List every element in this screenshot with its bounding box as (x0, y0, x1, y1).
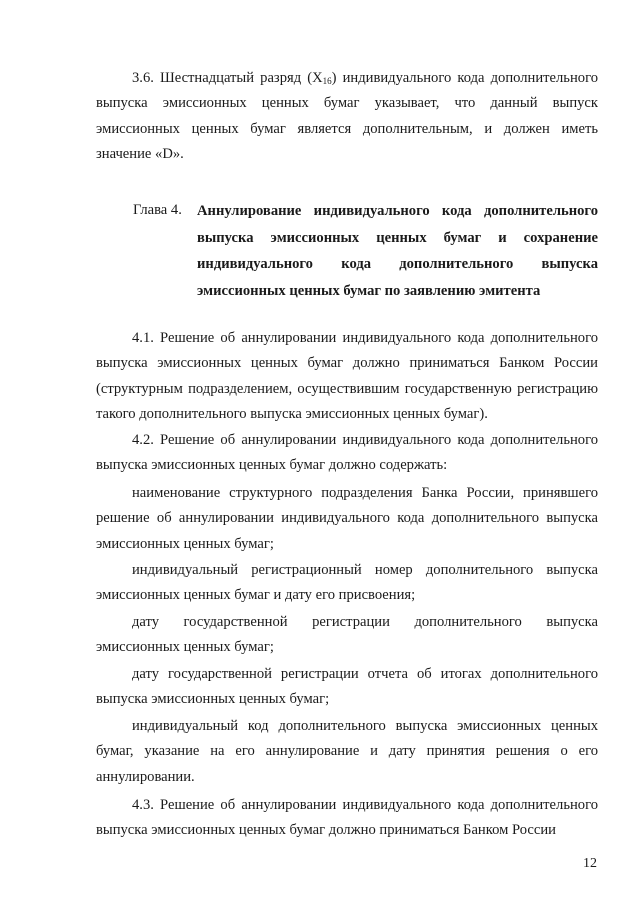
paragraph-4-3: 4.3. Решение об аннулировании индивидуального кода дополнительного выпуска эмиссионных ценных бумаг должно приниматься Банком России (96, 797, 598, 839)
list-item: дату государственной регистрации отчета об итогах дополнительного выпуска эмиссионных ценных бумаг; (96, 666, 598, 708)
paragraph-3-6-text-end: ) индивидуального кода дополнительного выпуска эмиссионных ценных бумаг указывает, что данный выпуск эмиссионных ценных бумаг является дополнительным, и должен иметь значение «D». (96, 70, 598, 162)
paragraph-4-1: 4.1. Решение об аннулировании индивидуального кода дополнительного выпуска эмиссионных ценных бумаг должно приниматься Банком России (структурным подразделением, осуществившим государственную регистрацию такого дополнительного выпуска эмиссионных ценных бумаг). (96, 330, 598, 422)
chapter-label: Глава 4. (133, 202, 182, 218)
paragraph-3-6 (96, 66, 598, 167)
page-number: 12 (583, 856, 597, 871)
paragraph-3-6-text-start: 3.6. Шестнадцатый разряд (X (132, 70, 323, 86)
list-item: дату государственной регистрации дополнительного выпуска эмиссионных ценных бумаг; (96, 614, 598, 656)
subscript: 16 (322, 76, 332, 86)
list-item: индивидуальный код дополнительного выпуска эмиссионных ценных бумаг, указание на его аннулирование и дату принятия решения о его аннулировании. (96, 718, 598, 785)
list-item: наименование структурного подразделения Банка России, принявшего решение об аннулировании индивидуального кода дополнительного выпуска эмиссионных ценных бумаг; (96, 485, 598, 552)
chapter-title: Аннулирование индивидуального кода дополнительного выпуска эмиссионных ценных бумаг и сохранение индивидуального кода дополнительного выпуска эмиссионных ценных бумаг по заявлению эмитента (197, 203, 598, 299)
list-item: индивидуальный регистрационный номер дополнительного выпуска эмиссионных ценных бумаг и дату его присвоения; (96, 562, 598, 604)
paragraph-4-2: 4.2. Решение об аннулировании индивидуального кода дополнительного выпуска эмиссионных ценных бумаг должно содержать: (96, 432, 598, 474)
